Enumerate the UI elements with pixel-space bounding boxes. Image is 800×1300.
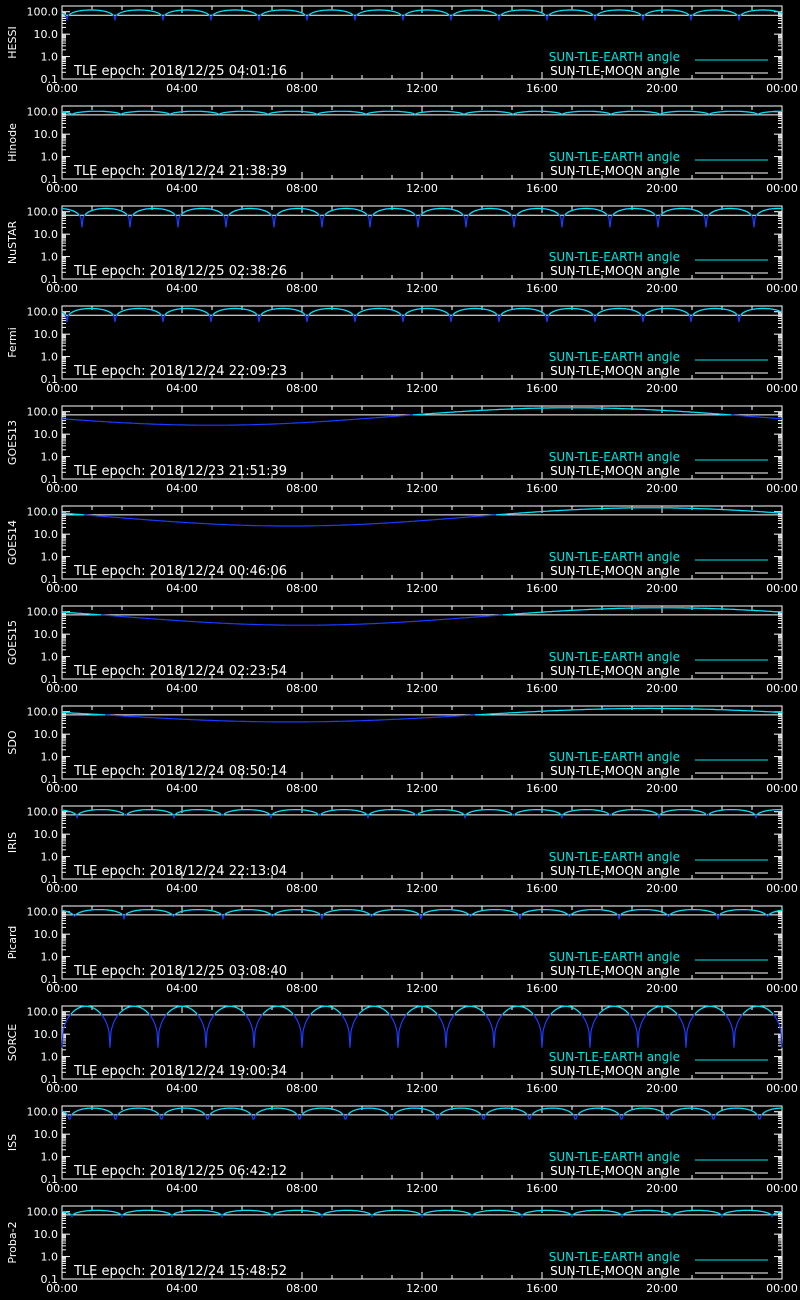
x-tick-label: 16:00 xyxy=(526,1182,558,1195)
panel-name: SORCE xyxy=(6,1023,19,1062)
tle-epoch: TLE epoch: 2018/12/24 08:50:14 xyxy=(74,764,288,779)
x-tick-label: 20:00 xyxy=(646,1282,678,1295)
x-tick-label: 20:00 xyxy=(646,682,678,695)
x-tick-label: 08:00 xyxy=(286,1282,318,1295)
x-tick-label: 20:00 xyxy=(646,82,678,95)
y-tick-label: 1.0 xyxy=(40,50,58,64)
legend-earth-label: SUN-TLE-EARTH angle xyxy=(548,1050,680,1064)
x-tick-label: 04:00 xyxy=(166,1082,198,1095)
y-tick-label: 0.1 xyxy=(40,873,58,886)
x-tick-label: 12:00 xyxy=(406,482,438,495)
tle-epoch: TLE epoch: 2018/12/24 15:48:52 xyxy=(74,1264,288,1279)
x-tick-label: 08:00 xyxy=(286,282,318,295)
x-tick-label: 08:00 xyxy=(286,582,318,595)
panel-goes13 xyxy=(6,406,798,495)
x-tick-label: 00:00 xyxy=(46,1082,78,1095)
y-tick-label: 10.0 xyxy=(33,128,58,142)
x-tick-label: 00:00 xyxy=(766,282,798,295)
x-tick-label: 04:00 xyxy=(166,182,198,195)
x-tick-label: 00:00 xyxy=(766,82,798,95)
x-tick-label: 04:00 xyxy=(166,982,198,995)
x-tick-label: 08:00 xyxy=(286,982,318,995)
y-tick-label: 100.0 xyxy=(26,405,58,419)
x-tick-label: 16:00 xyxy=(526,982,558,995)
y-tick-label: 10.0 xyxy=(33,728,58,742)
y-tick-label: 1.0 xyxy=(40,950,58,964)
x-tick-label: 00:00 xyxy=(766,682,798,695)
x-tick-label: 16:00 xyxy=(526,682,558,695)
legend-moon-label: SUN-TLE-MOON angle xyxy=(550,164,680,178)
panel-name: NuSTAR xyxy=(6,220,19,265)
x-tick-label: 12:00 xyxy=(406,882,438,895)
x-tick-label: 16:00 xyxy=(526,882,558,895)
panel-goes15 xyxy=(6,606,798,695)
y-tick-label: 10.0 xyxy=(33,1128,58,1142)
y-tick-label: 1.0 xyxy=(40,150,58,164)
x-tick-label: 20:00 xyxy=(646,1182,678,1195)
x-tick-label: 20:00 xyxy=(646,982,678,995)
x-tick-label: 04:00 xyxy=(166,582,198,595)
x-tick-label: 00:00 xyxy=(46,882,78,895)
x-tick-label: 04:00 xyxy=(166,882,198,895)
y-tick-label: 0.1 xyxy=(40,1073,58,1086)
y-tick-label: 1.0 xyxy=(40,350,58,364)
x-tick-label: 08:00 xyxy=(286,482,318,495)
x-tick-label: 00:00 xyxy=(46,982,78,995)
y-tick-label: 100.0 xyxy=(26,205,58,219)
x-tick-label: 04:00 xyxy=(166,682,198,695)
y-tick-label: 100.0 xyxy=(26,105,58,119)
panel-name: Picard xyxy=(6,925,19,960)
x-tick-label: 12:00 xyxy=(406,582,438,595)
x-tick-label: 00:00 xyxy=(46,382,78,395)
legend-earth-label: SUN-TLE-EARTH angle xyxy=(548,950,680,964)
y-tick-label: 0.1 xyxy=(40,473,58,486)
legend-moon-label: SUN-TLE-MOON angle xyxy=(550,764,680,778)
panel-name: HESSI xyxy=(6,26,19,59)
x-tick-label: 16:00 xyxy=(526,282,558,295)
y-tick-label: 1.0 xyxy=(40,1250,58,1264)
x-tick-label: 20:00 xyxy=(646,182,678,195)
x-tick-label: 00:00 xyxy=(766,1282,798,1295)
x-tick-label: 00:00 xyxy=(766,482,798,495)
tle-epoch: TLE epoch: 2018/12/24 19:00:34 xyxy=(74,1064,288,1079)
tle-epoch: TLE epoch: 2018/12/25 03:08:40 xyxy=(74,964,288,979)
x-tick-label: 08:00 xyxy=(286,382,318,395)
y-tick-label: 1.0 xyxy=(40,250,58,264)
x-tick-label: 00:00 xyxy=(766,1182,798,1195)
x-tick-label: 12:00 xyxy=(406,1082,438,1095)
panel-sorce xyxy=(6,1006,798,1095)
x-tick-label: 00:00 xyxy=(46,82,78,95)
x-tick-label: 04:00 xyxy=(166,482,198,495)
x-tick-label: 20:00 xyxy=(646,782,678,795)
x-tick-label: 08:00 xyxy=(286,882,318,895)
x-tick-label: 12:00 xyxy=(406,682,438,695)
legend-earth-label: SUN-TLE-EARTH angle xyxy=(548,450,680,464)
y-tick-label: 10.0 xyxy=(33,1228,58,1242)
legend-earth-label: SUN-TLE-EARTH angle xyxy=(548,250,680,264)
panel-hessi xyxy=(6,6,798,95)
legend-earth-label: SUN-TLE-EARTH angle xyxy=(548,150,680,164)
legend-moon-label: SUN-TLE-MOON angle xyxy=(550,464,680,478)
y-tick-label: 0.1 xyxy=(40,1273,58,1286)
x-tick-label: 00:00 xyxy=(766,982,798,995)
x-tick-label: 04:00 xyxy=(166,282,198,295)
x-tick-label: 16:00 xyxy=(526,1082,558,1095)
x-tick-label: 12:00 xyxy=(406,782,438,795)
x-tick-label: 00:00 xyxy=(46,482,78,495)
y-tick-label: 10.0 xyxy=(33,628,58,642)
y-tick-label: 0.1 xyxy=(40,773,58,786)
legend-moon-label: SUN-TLE-MOON angle xyxy=(550,964,680,978)
legend-earth-label: SUN-TLE-EARTH angle xyxy=(548,550,680,564)
y-tick-label: 100.0 xyxy=(26,605,58,619)
panel-name: Proba-2 xyxy=(6,1221,19,1264)
panel-iris xyxy=(6,806,798,895)
x-tick-label: 16:00 xyxy=(526,182,558,195)
x-tick-label: 12:00 xyxy=(406,1182,438,1195)
x-tick-label: 12:00 xyxy=(406,1282,438,1295)
y-tick-label: 10.0 xyxy=(33,328,58,342)
legend-earth-label: SUN-TLE-EARTH angle xyxy=(548,1150,680,1164)
x-tick-label: 16:00 xyxy=(526,382,558,395)
x-tick-label: 04:00 xyxy=(166,1282,198,1295)
tle-epoch: TLE epoch: 2018/12/24 02:23:54 xyxy=(74,664,288,679)
panel-name: Fermi xyxy=(6,327,19,358)
legend-moon-label: SUN-TLE-MOON angle xyxy=(550,664,680,678)
x-tick-label: 08:00 xyxy=(286,1082,318,1095)
legend-moon-label: SUN-TLE-MOON angle xyxy=(550,864,680,878)
x-tick-label: 12:00 xyxy=(406,82,438,95)
x-tick-label: 00:00 xyxy=(46,182,78,195)
panel-name: Hinode xyxy=(6,123,19,162)
legend-moon-label: SUN-TLE-MOON angle xyxy=(550,564,680,578)
x-tick-label: 00:00 xyxy=(766,182,798,195)
x-tick-label: 20:00 xyxy=(646,382,678,395)
x-tick-label: 20:00 xyxy=(646,582,678,595)
x-tick-label: 08:00 xyxy=(286,782,318,795)
panel-fermi xyxy=(6,306,798,395)
panel-hinode xyxy=(6,106,798,195)
y-tick-label: 0.1 xyxy=(40,373,58,386)
legend-earth-label: SUN-TLE-EARTH angle xyxy=(548,350,680,364)
panel-name: GOES14 xyxy=(6,519,19,566)
panel-picard xyxy=(6,906,798,995)
x-tick-label: 08:00 xyxy=(286,82,318,95)
y-tick-label: 10.0 xyxy=(33,828,58,842)
y-tick-label: 1.0 xyxy=(40,750,58,764)
x-tick-label: 00:00 xyxy=(766,882,798,895)
panel-iss xyxy=(6,1106,798,1195)
legend-earth-label: SUN-TLE-EARTH angle xyxy=(548,750,680,764)
y-tick-label: 100.0 xyxy=(26,1205,58,1219)
x-tick-label: 08:00 xyxy=(286,182,318,195)
x-tick-label: 20:00 xyxy=(646,282,678,295)
legend-moon-label: SUN-TLE-MOON angle xyxy=(550,364,680,378)
y-tick-label: 1.0 xyxy=(40,650,58,664)
tle-epoch: TLE epoch: 2018/12/25 04:01:16 xyxy=(74,64,288,79)
y-tick-label: 100.0 xyxy=(26,1005,58,1019)
x-tick-label: 04:00 xyxy=(166,82,198,95)
x-tick-label: 12:00 xyxy=(406,182,438,195)
y-tick-label: 100.0 xyxy=(26,805,58,819)
y-tick-label: 1.0 xyxy=(40,550,58,564)
y-tick-label: 0.1 xyxy=(40,1173,58,1186)
panel-nustar xyxy=(6,206,798,295)
x-tick-label: 20:00 xyxy=(646,1082,678,1095)
tle-epoch: TLE epoch: 2018/12/24 21:38:39 xyxy=(74,164,288,179)
x-tick-label: 00:00 xyxy=(46,282,78,295)
x-tick-label: 16:00 xyxy=(526,782,558,795)
panel-proba-2 xyxy=(6,1206,798,1295)
x-tick-label: 00:00 xyxy=(46,782,78,795)
tle-epoch: TLE epoch: 2018/12/25 06:42:12 xyxy=(74,1164,288,1179)
tle-epoch: TLE epoch: 2018/12/24 00:46:06 xyxy=(74,564,288,579)
tle-epoch: TLE epoch: 2018/12/24 22:13:04 xyxy=(74,864,288,879)
x-tick-label: 16:00 xyxy=(526,1282,558,1295)
y-tick-label: 10.0 xyxy=(33,528,58,542)
x-tick-label: 00:00 xyxy=(766,782,798,795)
legend-moon-label: SUN-TLE-MOON angle xyxy=(550,1164,680,1178)
y-tick-label: 10.0 xyxy=(33,28,58,42)
y-tick-label: 10.0 xyxy=(33,1028,58,1042)
y-tick-label: 100.0 xyxy=(26,705,58,719)
legend-moon-label: SUN-TLE-MOON angle xyxy=(550,1264,680,1278)
x-tick-label: 00:00 xyxy=(46,682,78,695)
panel-name: GOES15 xyxy=(6,619,19,666)
panel-name: IRIS xyxy=(6,831,19,854)
y-tick-label: 0.1 xyxy=(40,73,58,86)
y-tick-label: 100.0 xyxy=(26,5,58,19)
y-tick-label: 0.1 xyxy=(40,673,58,686)
tle-epoch: TLE epoch: 2018/12/23 21:51:39 xyxy=(74,464,288,479)
panel-name: ISS xyxy=(6,1133,19,1152)
x-tick-label: 00:00 xyxy=(46,582,78,595)
y-tick-label: 0.1 xyxy=(40,573,58,586)
y-tick-label: 1.0 xyxy=(40,850,58,864)
tle-epoch: TLE epoch: 2018/12/25 02:38:26 xyxy=(74,264,288,279)
x-tick-label: 00:00 xyxy=(46,1282,78,1295)
legend-moon-label: SUN-TLE-MOON angle xyxy=(550,64,680,78)
tle-epoch: TLE epoch: 2018/12/24 22:09:23 xyxy=(74,364,288,379)
y-tick-label: 0.1 xyxy=(40,273,58,286)
y-tick-label: 1.0 xyxy=(40,450,58,464)
x-tick-label: 00:00 xyxy=(766,1082,798,1095)
panel-name: GOES13 xyxy=(6,419,19,466)
x-tick-label: 16:00 xyxy=(526,482,558,495)
x-tick-label: 00:00 xyxy=(766,582,798,595)
y-tick-label: 100.0 xyxy=(26,905,58,919)
series-earth-angle-above xyxy=(62,111,782,115)
legend-earth-label: SUN-TLE-EARTH angle xyxy=(548,50,680,64)
x-tick-label: 16:00 xyxy=(526,582,558,595)
x-tick-label: 08:00 xyxy=(286,682,318,695)
y-tick-label: 0.1 xyxy=(40,973,58,986)
x-tick-label: 12:00 xyxy=(406,382,438,395)
y-tick-label: 1.0 xyxy=(40,1150,58,1164)
legend-earth-label: SUN-TLE-EARTH angle xyxy=(548,650,680,664)
x-tick-label: 00:00 xyxy=(766,382,798,395)
panel-sdo xyxy=(6,706,798,795)
x-tick-label: 08:00 xyxy=(286,1182,318,1195)
y-tick-label: 100.0 xyxy=(26,305,58,319)
y-tick-label: 10.0 xyxy=(33,928,58,942)
y-tick-label: 10.0 xyxy=(33,428,58,442)
y-tick-label: 0.1 xyxy=(40,173,58,186)
panel-goes14 xyxy=(6,506,798,595)
x-tick-label: 20:00 xyxy=(646,482,678,495)
x-tick-label: 04:00 xyxy=(166,1182,198,1195)
x-tick-label: 04:00 xyxy=(166,782,198,795)
y-tick-label: 100.0 xyxy=(26,1105,58,1119)
legend-earth-label: SUN-TLE-EARTH angle xyxy=(548,850,680,864)
x-tick-label: 12:00 xyxy=(406,982,438,995)
legend-moon-label: SUN-TLE-MOON angle xyxy=(550,264,680,278)
y-tick-label: 10.0 xyxy=(33,228,58,242)
x-tick-label: 16:00 xyxy=(526,82,558,95)
panel-name: SDO xyxy=(6,730,19,755)
y-tick-label: 100.0 xyxy=(26,505,58,519)
y-tick-label: 1.0 xyxy=(40,1050,58,1064)
x-tick-label: 04:00 xyxy=(166,382,198,395)
x-tick-label: 20:00 xyxy=(646,882,678,895)
legend-earth-label: SUN-TLE-EARTH angle xyxy=(548,1250,680,1264)
x-tick-label: 12:00 xyxy=(406,282,438,295)
legend-moon-label: SUN-TLE-MOON angle xyxy=(550,1064,680,1078)
x-tick-label: 00:00 xyxy=(46,1182,78,1195)
